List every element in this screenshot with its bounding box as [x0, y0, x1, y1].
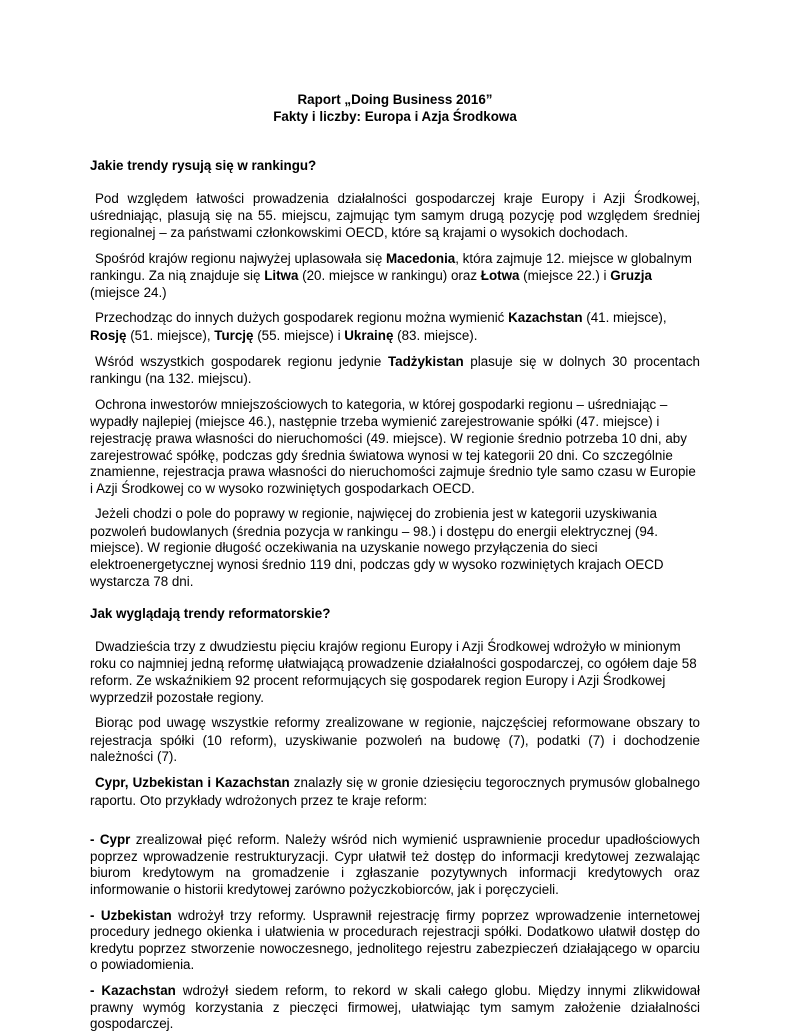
paragraph-reform-count: Dwadzieścia trzy z dwudziestu pięciu krajów regionu Europy i Azji Środkowej wdrożyło w minionym roku co najmniej jedną reformę ułatwiającą prowadzenie działalności gospodarczej, co ogółem daje 58 reform. Ze wskaźnikiem 92 procent reformujących się gospodarek region Europy i Azji Środkowej wyprzedził pozostałe regiony. [90, 638, 697, 705]
paragraph-cyprus: - Cypr zrealizował pięć reform. Należy wśród nich wymienić usprawnienie procedur upadłościowych poprzez wprowadzenie restrukturyzacji. Cypr ułatwił też dostęp do informacji kredytowej zezwalając biurom kredytowym na gromadzenie i zgłaszanie pozytywnych informacji kredytowych oraz informowanie o historii kredytowej zarówno pożyczkobiorców, jak i poręczycieli. [90, 832, 700, 897]
paragraph-minority-investors: Ochrona inwestorów mniejszościowych to kategoria, w której gospodarki regionu – uśredniając – wypadły najlepiej (miejsce 46.), następnie trzeba wymienić zarejestrowanie spółki (47. miejsce) i rejestrację prawa własności do nieruchomości (49. miejsce). W regionie średnio potrzeba 10 dni, aby zarejestrować spółkę, podczas gdy średnia światowa wynosi w tej kategorii 20 dni. Co szczególnie znamienne, rejestracja prawa własności do nieruchomości zajmuje średnio tyle samo czasu w Europie i Azji Środkowej co w wysoko rozwiniętych gospodarkach OECD. [90, 396, 696, 496]
report-title [90, 92, 700, 125]
paragraph-tajikistan: Wśród wszystkich gospodarek regionu jedynie Tadżykistan plasuje się w dolnych 30 procentach rankingu (na 132. miejscu). [90, 353, 700, 387]
document-content [90, 92, 700, 1033]
section-heading-reforms: Jak wyglądają trendy reformatorskie? [90, 606, 331, 622]
paragraph-ranking-position: Pod względem łatwości prowadzenia działalności gospodarczej kraje Europy i Azji Środkowej, uśredniając, plasują się na 55. miejscu, zajmując tym samym drugą pozycję pod względem średniej regionalnej – za państwami członkowskimi OECD, które są krajami o wysokich dochodach. [90, 190, 700, 240]
paragraph-uzbekistan: - Uzbekistan wdrożył trzy reformy. Usprawnił rejestrację firmy poprzez wprowadzenie internetowej procedury jednego okienka i ułatwienia w procedurach rejestracji spółki. Dodatkowo ułatwił dostęp do kredytu poprzez stworzenie nowoczesnego, jednolitego rejestru zabezpieczeń działającego w oparciu o powiadomienia. [90, 907, 701, 973]
paragraph-kazakhstan: - Kazachstan wdrożył siedem reform, to rekord w skali całego globu. Między innymi zlikwidował prawny wymóg korzystania z pieczęci firmowej, ułatwiając tym samym założenie działalności gospodarczej. [90, 982, 700, 1032]
paragraph-top-countries: Spośród krajów regionu najwyżej uplasowała się Macedonia, która zajmuje 12. miejsce w globalnym rankingu. Za nią znajduje się Litwa (20. miejsce w rankingu) oraz Łotwa (miejsce 22.) i Gruzja (miejsce 24.) [90, 250, 692, 300]
paragraph-improvement-areas: Jeżeli chodzi o pole do poprawy w regionie, najwięcej do zrobienia jest w kategorii uzyskiwania pozwoleń budowlanych (średnia pozycja w rankingu – 98.) i dostępu do energii elektrycznej (94. miejsce). W regionie długość oczekiwania na uzyskanie nowego przyłączenia do sieci elektroenergetycznej wynosi średnio 119 dni, podczas gdy w wysoko rozwiniętych krajach OECD wystarcza 78 dni. [90, 506, 664, 589]
paragraph-top-improvers: Cypr, Uzbekistan i Kazachstan znalazły się w gronie dziesięciu tegorocznych prymusów globalnego raportu. Oto przykłady wdrożonych przez te kraje reform: [90, 775, 701, 808]
paragraph-large-economies: Przechodząc do innych dużych gospodarek regionu można wymienić Kazachstan (41. miejsce), Rosję (51. miejsce), Turcję (55. miejsce) i Ukrainę (83. miejsce). [90, 310, 667, 343]
paragraph-reform-areas: Biorąc pod uwagę wszystkie reformy zrealizowane w regionie, najczęściej reformowane obszary to rejestracja spółki (10 reform), uzyskiwanie pozwoleń na budowę (7), podatki (7) i dochodzenie należności (7). [90, 715, 700, 765]
title-line-2: Fakty i liczby: Europa i Azja Środkowa [273, 108, 517, 124]
title-line-1: Raport „Doing Business 2016” [297, 92, 493, 107]
section-heading-trends: Jakie trendy rysują się w rankingu? [90, 158, 317, 174]
